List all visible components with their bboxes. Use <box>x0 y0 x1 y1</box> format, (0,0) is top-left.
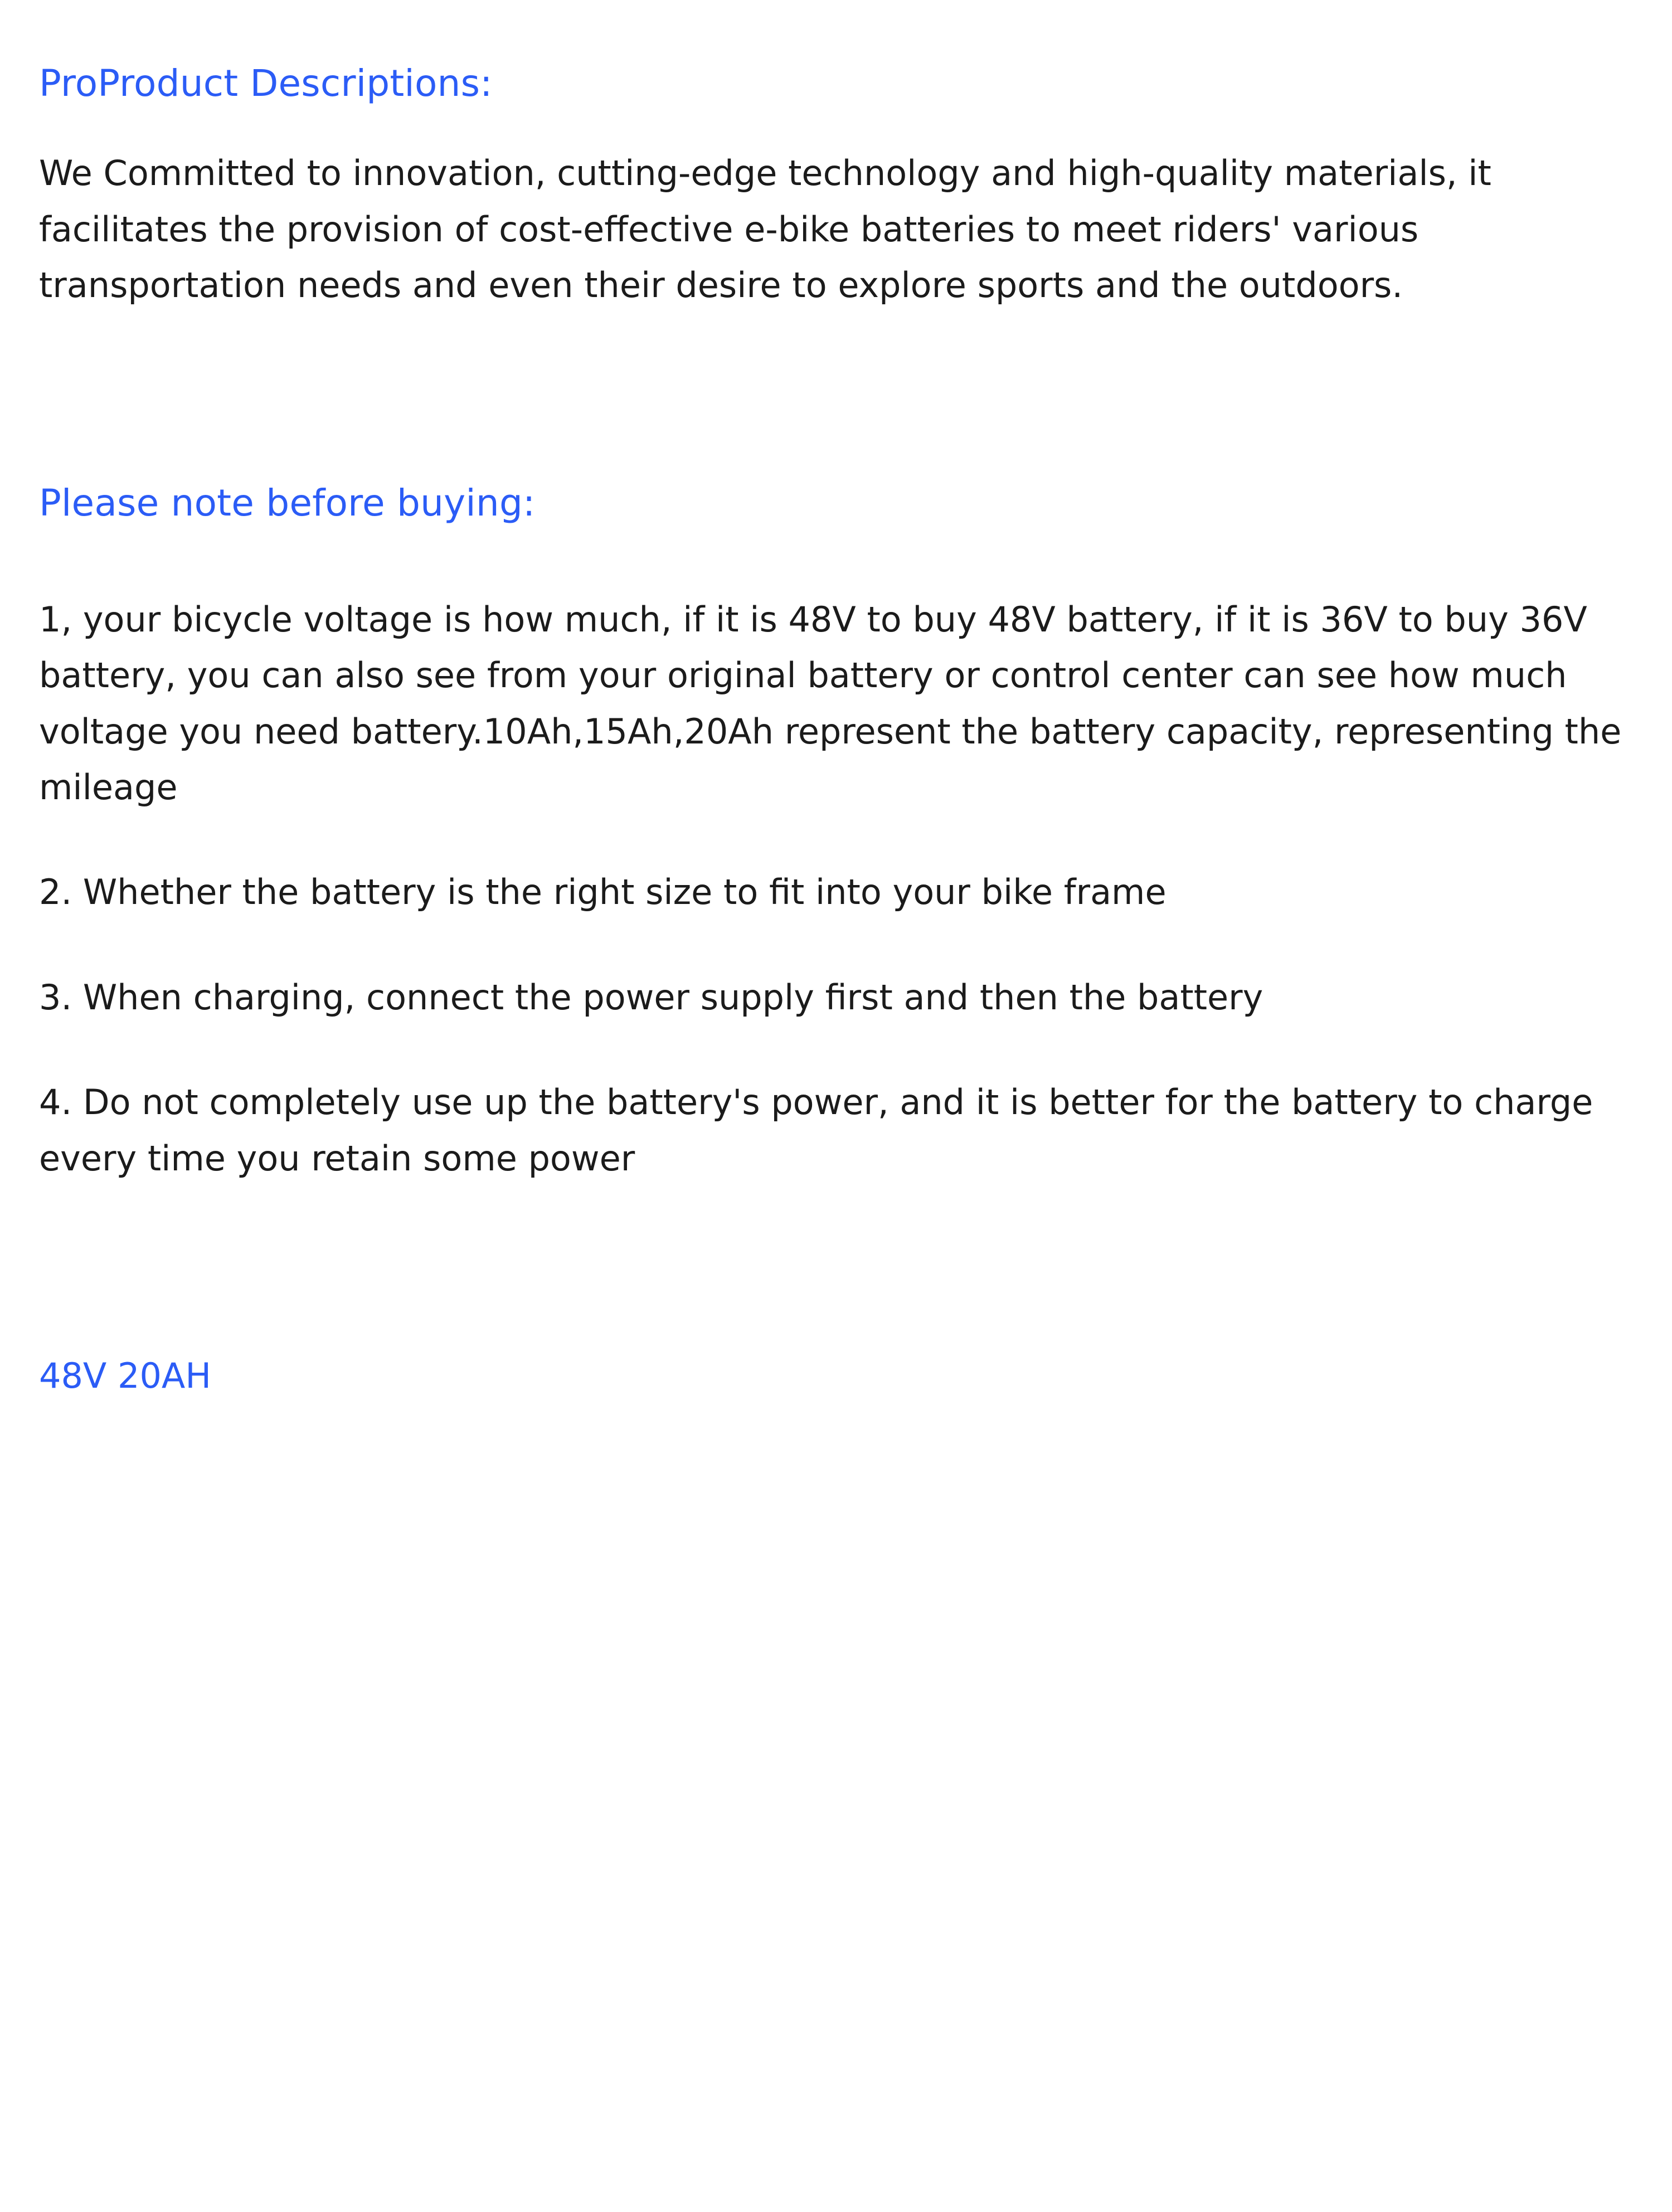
note-item-3: 3. When charging, connect the power supply first and then the battery <box>39 976 1263 1018</box>
spacer <box>39 1187 1633 1354</box>
spacer <box>39 815 1633 864</box>
section-heading-note-before-buying: Please note before buying: <box>39 481 536 524</box>
note-item-4: 4. Do not completely use up the battery's power, and it is better for the battery to charge every time you retain some power <box>39 1082 1593 1179</box>
spacer <box>39 1025 1633 1075</box>
spacer <box>39 921 1633 970</box>
spacer <box>39 314 1633 481</box>
section-heading-product-descriptions: ProProduct Descriptions: <box>39 62 493 105</box>
note-item-2: 2. Whether the battery is the right size to fit into your bike frame <box>39 872 1166 913</box>
product-descriptions-body: We Committed to innovation, cutting-edge technology and high-quality materials, it facilitates the provision of cost-effective e-bike batteries to meet riders' various transportation needs and even their desire to explore sports and the outdoors. <box>39 153 1491 306</box>
battery-spec-label: 48V 20AH <box>39 1355 211 1397</box>
note-item-1: 1, your bicycle voltage is how much, if it is 48V to buy 48V battery, if it is 36V to buy 36V battery, you can also see from your original battery or control center can see how much voltage you need battery.10Ah,15Ah,20Ah represent the battery capacity, representing the mileage <box>39 599 1622 808</box>
spacer <box>39 105 1633 145</box>
spacer <box>39 525 1633 592</box>
